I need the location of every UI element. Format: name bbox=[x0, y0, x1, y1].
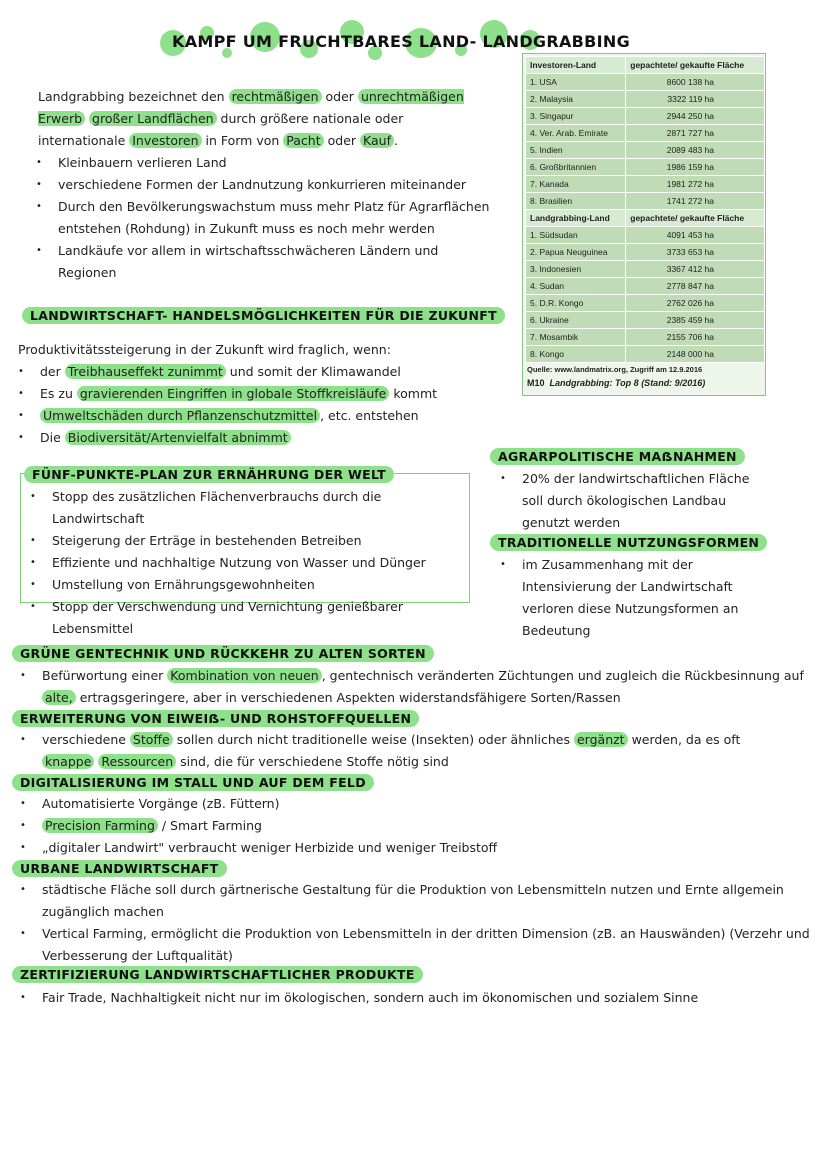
highlight: rechtmäßigen bbox=[229, 89, 322, 104]
landgrabbing-table bbox=[525, 56, 765, 363]
highlight: Kauf bbox=[360, 133, 394, 148]
list-item: • Fair Trade, Nachhaltigkeit nicht nur im ökologischen, sondern auch im ökonomischen und sozialem Sinne bbox=[14, 987, 804, 1009]
table-row: 1. USA 8600 138 ha bbox=[526, 74, 765, 91]
list-item: • verschiedene Stoffe sollen durch nicht traditionelle weise (Insekten) oder ähnliches ergänzt werden, da es oft knappe Ressourcen sind, die für verschiedene Stoffe nötig sind bbox=[14, 729, 774, 773]
list-item: • Es zu gravierenden Eingriffen in globale Stoffkreisläufe kommt bbox=[12, 383, 492, 405]
list-item: • Kleinbauern verlieren Land bbox=[30, 152, 490, 174]
gen-bullets bbox=[14, 665, 804, 709]
table-row: 2. Papua Neuguinea 3733 653 ha bbox=[526, 244, 765, 261]
eiweiss-bullets bbox=[14, 729, 774, 773]
zert-bullets bbox=[14, 987, 804, 1009]
table-header-row: Landgrabbing-Land gepachtete/ gekaufte Fläche bbox=[526, 210, 765, 227]
section-heading-gentechnik: GRÜNE GENTECHNIK UND RÜCKKEHR ZU ALTEN SORTEN bbox=[12, 645, 434, 662]
section-heading-agrar: AGRARPOLITISCHE MAẞNAHMEN bbox=[490, 448, 745, 465]
section-heading-urban: URBANE LANDWIRTSCHAFT bbox=[12, 860, 227, 877]
digital-bullets bbox=[14, 793, 774, 859]
table-caption: M10 Landgrabbing: Top 8 (Stand: 9/2016) bbox=[527, 378, 706, 388]
section-heading-zert: ZERTIFIZIERUNG LANDWIRTSCHAFTLICHER PRODUKTE bbox=[12, 966, 423, 983]
section-heading-eiweiss: ERWEITERUNG VON EIWEIẞ- UND ROHSTOFFQUELLEN bbox=[12, 710, 419, 727]
list-item: • Befürwortung einer Kombination von neuen , gentechnisch veränderten Züchtungen und zugleich die Rückbesinnung auf alte, ertragsgeringere, aber in verschiedenen Aspekten widerstandsfähigere Sorten/Rassen bbox=[14, 665, 804, 709]
list-item: • Stopp der Verschwendung und Vernichtung genießbarer Lebensmittel bbox=[24, 596, 469, 640]
highlight: Investoren bbox=[129, 133, 201, 148]
list-item: • Landkäufe vor allem in wirtschaftsschwächeren Ländern und Regionen bbox=[30, 240, 490, 284]
agrar-bullets bbox=[494, 468, 774, 534]
list-item: • 20% der landwirtschaftlichen Fläche soll durch ökologischen Landbau genutzt werden bbox=[494, 468, 774, 534]
table-row: 2. Malaysia 3322 119 ha bbox=[526, 91, 765, 108]
table-row: 8. Kongo 2148 000 ha bbox=[526, 346, 765, 363]
lw-bullets bbox=[12, 361, 492, 449]
table-row: 1. Südsudan 4091 453 ha bbox=[526, 227, 765, 244]
list-item: • Precision Farming / Smart Farming bbox=[14, 815, 774, 837]
table-row: 7. Kanada 1981 272 ha bbox=[526, 176, 765, 193]
table-row: 3. Singapur 2944 250 ha bbox=[526, 108, 765, 125]
plan-bullets bbox=[24, 486, 469, 640]
list-item: • Durch den Bevölkerungswachstum muss mehr Platz für Agrarflächen entstehen (Rohdung) in Zukunft muss es noch mehr werden bbox=[30, 196, 490, 240]
section-heading-trad: TRADITIONELLE NUTZUNGSFORMEN bbox=[490, 534, 767, 551]
list-item: • „digitaler Landwirt" verbraucht weniger Herbizide und weniger Treibstoff bbox=[14, 837, 774, 859]
table-row: 6. Ukraine 2385 459 ha bbox=[526, 312, 765, 329]
list-item: • Stopp des zusätzlichen Flächenverbrauchs durch die Landwirtschaft bbox=[24, 486, 469, 530]
list-item: • städtische Fläche soll durch gärtnerische Gestaltung für die Produktion von Lebensmitteln nutzen und Ernte allgemein zugänglich machen bbox=[14, 879, 810, 923]
trad-bullets bbox=[494, 554, 774, 642]
intro-bullets bbox=[30, 152, 490, 284]
table-row: 5. D.R. Kongo 2762 026 ha bbox=[526, 295, 765, 312]
highlight: großer Landflächen bbox=[89, 111, 217, 126]
list-item: • der Treibhauseffekt zunimmt und somit der Klimawandel bbox=[12, 361, 492, 383]
intro-paragraph: Landgrabbing bezeichnet den rechtmäßigen oder unrechtmäßigen Erwerb großer Landflächen durch größere nationale oder internationale Investoren in Form von Pacht oder Kauf . bbox=[38, 89, 464, 148]
table-source: Quelle: www.landmatrix.org, Zugriff am 12.9.2016 bbox=[527, 365, 703, 374]
list-item: • verschiedene Formen der Landnutzung konkurrieren miteinander bbox=[30, 174, 490, 196]
section-heading-landwirtschaft: LANDWIRTSCHAFT- HANDELSMÖGLICHKEITEN FÜR DIE ZUKUNFT bbox=[22, 307, 505, 324]
list-item: • Vertical Farming, ermöglicht die Produktion von Lebensmitteln in der dritten Dimension (zB. an Hauswänden) (Verzehr und Verbesserung der Luftqualität) bbox=[14, 923, 810, 967]
list-item: • Automatisierte Vorgänge (zB. Füttern) bbox=[14, 793, 774, 815]
table-row: 4. Ver. Arab. Emirate 2871 727 ha bbox=[526, 125, 765, 142]
lw-lead: Produktivitätssteigerung in der Zukunft wird fraglich, wenn: bbox=[18, 342, 391, 357]
table-header-row: Investoren-Land gepachtete/ gekaufte Fläche bbox=[526, 57, 765, 74]
highlight: Pacht bbox=[283, 133, 323, 148]
table-row: 6. Großbritannien 1986 159 ha bbox=[526, 159, 765, 176]
table-row: 8. Brasilien 1741 272 ha bbox=[526, 193, 765, 210]
list-item: • Umweltschäden durch Pflanzenschutzmittel , etc. entstehen bbox=[12, 405, 492, 427]
list-item: • Steigerung der Erträge in bestehenden Betreiben bbox=[24, 530, 469, 552]
list-item: • Effiziente und nachhaltige Nutzung von Wasser und Dünger bbox=[24, 552, 469, 574]
table-row: 3. Indonesien 3367 412 ha bbox=[526, 261, 765, 278]
list-item: • Die Biodiversität/Artenvielfalt abnimmt bbox=[12, 427, 492, 449]
table-row: 5. Indien 2089 483 ha bbox=[526, 142, 765, 159]
list-item: • Umstellung von Ernährungsgewohnheiten bbox=[24, 574, 469, 596]
list-item: • im Zusammenhang mit der Intensivierung der Landwirtschaft verloren diese Nutzungsformen an Bedeutung bbox=[494, 554, 774, 642]
table-row: 4. Sudan 2778 847 ha bbox=[526, 278, 765, 295]
table-row: 7. Mosambik 2155 706 ha bbox=[526, 329, 765, 346]
highlight: unrechtmäßigen Erwerb bbox=[38, 89, 464, 126]
landgrabbing-table-box bbox=[522, 53, 766, 396]
urban-bullets bbox=[14, 879, 810, 967]
page-title: KAMPF UM FRUCHTBARES LAND- LANDGRABBING bbox=[172, 32, 631, 51]
section-heading-plan: FÜNF-PUNKTE-PLAN ZUR ERNÄHRUNG DER WELT bbox=[24, 466, 394, 483]
section-heading-digital: DIGITALISIERUNG IM STALL UND AUF DEM FELD bbox=[12, 774, 374, 791]
